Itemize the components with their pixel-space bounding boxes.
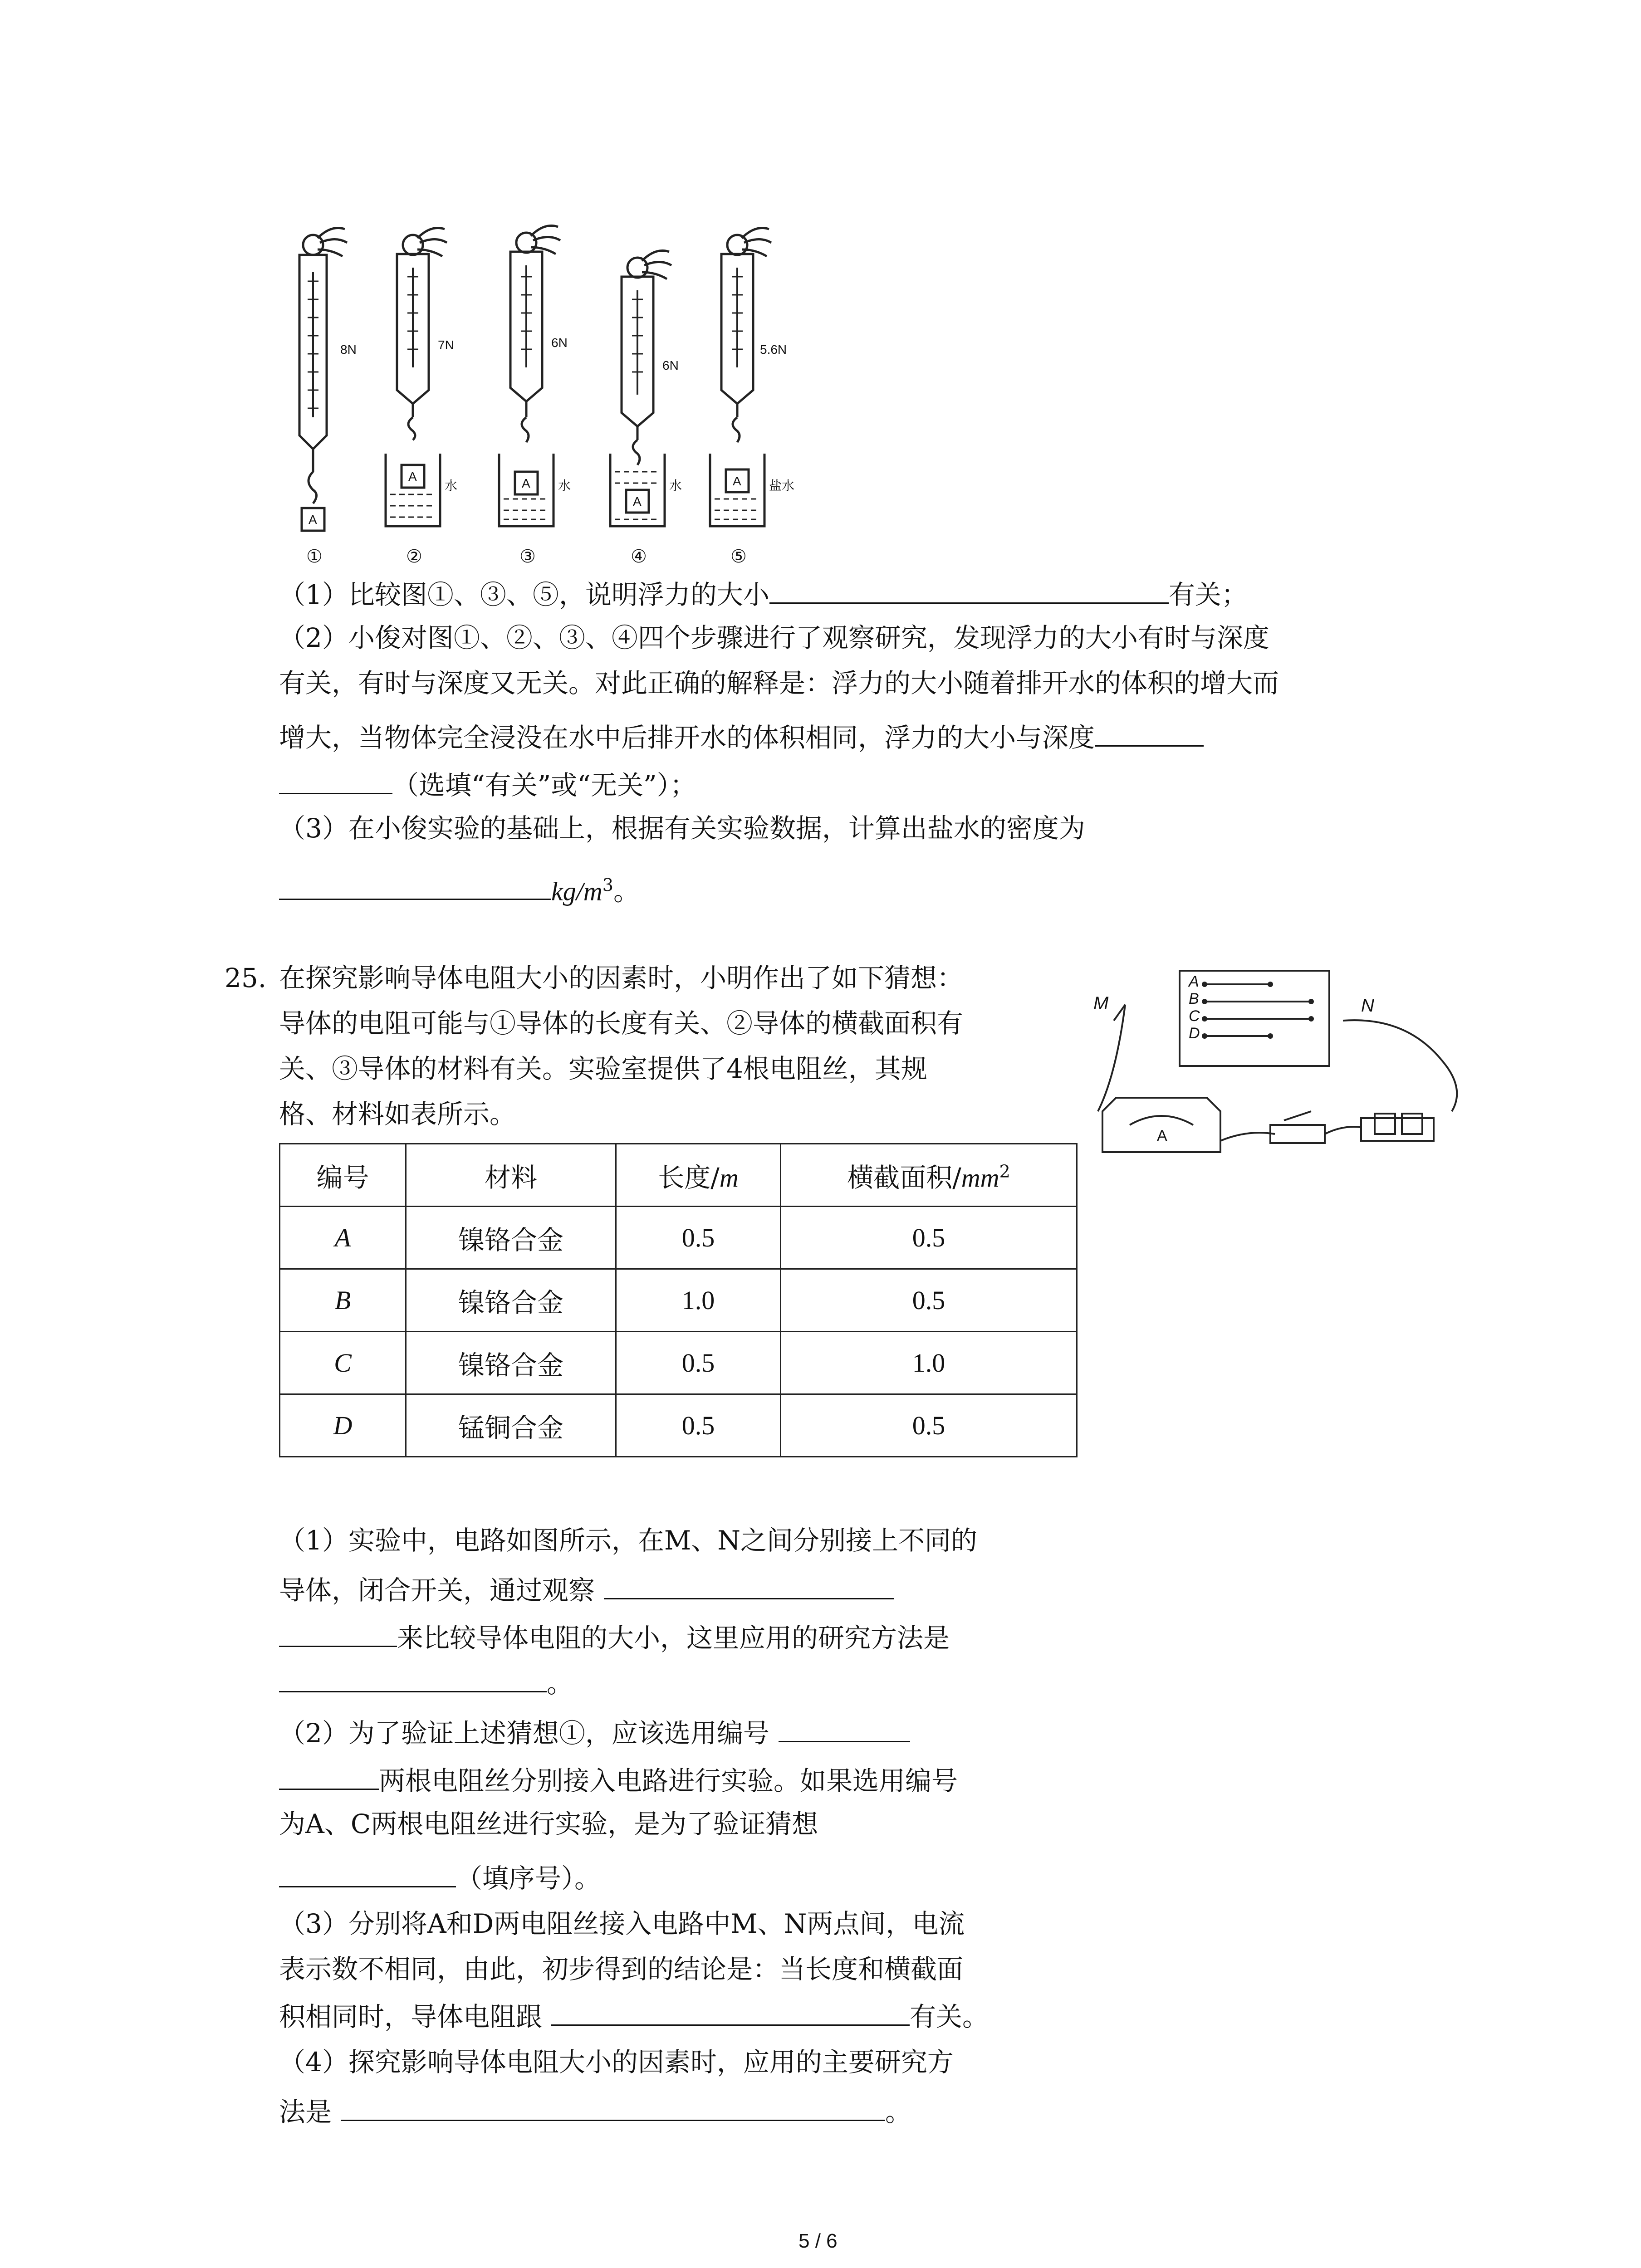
q25-s2-line2: 两根电阻丝分别接入电路进行实验。如果选用编号	[279, 1762, 958, 1797]
spring-scale-4	[610, 251, 671, 527]
cell-material: 镍铬合金	[406, 1207, 616, 1269]
answer-blank[interactable]	[279, 1665, 547, 1692]
block-label-4: A	[633, 494, 642, 508]
reading-2: 7N	[438, 338, 454, 352]
answer-blank[interactable]	[279, 767, 392, 794]
table-row	[280, 1269, 1077, 1332]
cell-id: A	[280, 1207, 406, 1269]
cell-area: 1.0	[781, 1332, 1077, 1394]
terminal-M: M	[1093, 993, 1109, 1013]
cell-material: 镍铬合金	[406, 1332, 616, 1394]
answer-blank[interactable]	[604, 1572, 894, 1599]
liquid-2: 水	[445, 479, 458, 493]
cell-area: 0.5	[781, 1207, 1077, 1269]
block-label-2: A	[408, 469, 417, 484]
q24-part2-line4: （选填“有关”或“无关”）；	[279, 767, 696, 802]
block-label-5: A	[733, 474, 741, 488]
q24-part3-line1: （3）在小俊实验的基础上，根据有关实验数据，计算出盐水的密度为	[279, 813, 1085, 844]
answer-blank[interactable]	[769, 576, 1169, 604]
cell-length: 0.5	[616, 1332, 781, 1394]
cell-length: 0.5	[616, 1207, 781, 1269]
q25-s4-line2: 法是 。	[279, 2093, 911, 2128]
reading-5: 5.6N	[760, 342, 787, 357]
q25-s4-line1: （4）探究影响导体电阻大小的因素时，应用的主要研究方	[279, 2047, 954, 2077]
circuit-label-C: C	[1189, 1007, 1200, 1025]
answer-blank[interactable]	[279, 872, 551, 900]
q25-number: 25.	[225, 963, 267, 993]
q25-stem-line1: 在探究影响导体电阻大小的因素时，小明作出了如下猜想：	[279, 963, 964, 993]
caption-5: ⑤	[730, 547, 747, 567]
answer-blank[interactable]	[341, 2093, 885, 2121]
terminal-N: N	[1361, 996, 1374, 1016]
spring-scale-figure	[272, 218, 817, 581]
q25-stem-line4: 格、材料如表所示。	[279, 1099, 516, 1129]
circuit-label-D: D	[1189, 1025, 1200, 1042]
q24-part2-line2: 有关，有时与深度又无关。对此正确的解释是：浮力的大小随着排开水的体积的增大而	[279, 668, 1279, 699]
liquid-5: 盐水	[769, 479, 795, 493]
q25-s2-line1: （2）为了验证上述猜想①，应该选用编号	[279, 1715, 910, 1750]
answer-blank[interactable]	[279, 1860, 456, 1887]
caption-1: ①	[306, 547, 323, 567]
reading-3: 6N	[551, 336, 568, 350]
circuit-label-A: A	[1189, 973, 1199, 990]
q25-s1-line2: 导体，闭合开关，通过观察	[279, 1572, 894, 1607]
cell-material: 镍铬合金	[406, 1269, 616, 1332]
table-header-row	[280, 1144, 1077, 1207]
q24-part1: （1）比较图①、③、⑤，说明浮力的大小 有关；	[279, 576, 1248, 611]
q24-part3-line2: $kg/m^3$。	[279, 869, 640, 908]
ammeter-label: A	[1157, 1127, 1167, 1144]
spring-scale-1	[299, 228, 347, 531]
q24-part2-line3: 增大，当物体完全浸没在水中后排开水的体积相同，浮力的大小与深度	[279, 719, 1204, 754]
cell-length: 1.0	[616, 1269, 781, 1332]
liquid-4: 水	[669, 479, 682, 493]
cell-area: 0.5	[781, 1394, 1077, 1457]
circuit-label-B: B	[1189, 990, 1199, 1007]
table-row	[280, 1332, 1077, 1394]
header-area: 横截面积$/mm^2$	[781, 1144, 1077, 1207]
q25-s3-line1: （3）分别将A和D两电阻丝接入电路中M、N两点间，电流	[279, 1908, 965, 1939]
answer-blank[interactable]	[279, 1619, 397, 1647]
table-row	[280, 1394, 1077, 1457]
q25-s2-line4: （填序号）。	[279, 1860, 601, 1895]
q25-s1-line1: （1）实验中，电路如图所示，在M、N之间分别接上不同的	[279, 1525, 978, 1556]
answer-blank[interactable]	[1095, 719, 1204, 747]
caption-4: ④	[631, 547, 647, 567]
block-label-3: A	[522, 476, 530, 490]
q25-s1-line3: 来比较导体电阻的大小，这里应用的研究方法是	[279, 1619, 950, 1654]
q25-stem-line3: 关、③导体的材料有关。实验室提供了4根电阻丝，其规	[279, 1053, 927, 1084]
q24-part2-line1: （2）小俊对图①、②、③、④四个步骤进行了观察研究，发现浮力的大小有时与深度	[279, 622, 1269, 653]
caption-2: ②	[406, 547, 422, 567]
page-number: 5 / 6	[798, 2230, 838, 2252]
table-row	[280, 1207, 1077, 1269]
resistor-spec-table	[279, 1143, 1078, 1457]
header-id: 编号	[280, 1144, 406, 1207]
cell-id: B	[280, 1269, 406, 1332]
wire-N	[1343, 1020, 1457, 1111]
caption-3: ③	[519, 547, 536, 567]
q25-s3-line2: 表示数不相同，由此，初步得到的结论是：当长度和横截面	[279, 1954, 964, 1984]
reading-1: 8N	[340, 342, 357, 357]
liquid-3: 水	[558, 479, 571, 493]
block-label-1: A	[309, 513, 317, 527]
header-material: 材料	[406, 1144, 616, 1207]
answer-blank[interactable]	[779, 1715, 910, 1742]
cell-id: C	[280, 1332, 406, 1394]
q25-stem-line2: 导体的电阻可能与①导体的长度有关、②导体的横截面积有	[279, 1008, 964, 1039]
cell-id: D	[280, 1394, 406, 1457]
cell-material: 锰铜合金	[406, 1394, 616, 1457]
answer-blank[interactable]	[551, 1998, 910, 2026]
q25-s3-line3: 积相同时，导体电阻跟 有关。	[279, 1998, 989, 2033]
circuit-figure	[1089, 962, 1488, 1157]
cell-length: 0.5	[616, 1394, 781, 1457]
answer-blank[interactable]	[279, 1762, 379, 1790]
reading-4: 6N	[662, 358, 679, 372]
q25-s1-line4: 。	[279, 1665, 573, 1700]
cell-area: 0.5	[781, 1269, 1077, 1332]
q25-s2-line3: 为A、C两根电阻丝进行实验，是为了验证猜想	[279, 1809, 818, 1839]
header-length: 长度/m	[616, 1144, 781, 1207]
wire-M	[1098, 1005, 1125, 1111]
switch	[1270, 1125, 1325, 1143]
